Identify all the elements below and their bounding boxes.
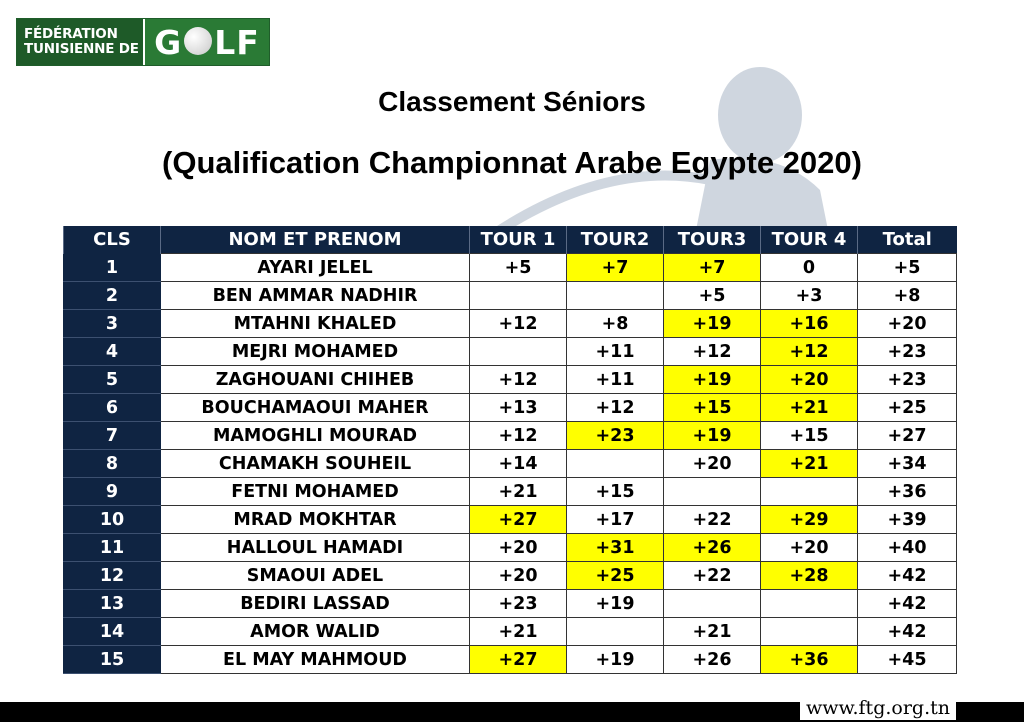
tour1-cell: +12 xyxy=(470,366,567,394)
tour3-cell: +19 xyxy=(664,366,761,394)
rank-cell: 14 xyxy=(64,618,161,646)
table-row xyxy=(64,646,957,674)
tour1-cell: +14 xyxy=(470,450,567,478)
tour2-cell: +8 xyxy=(567,310,664,338)
tour4-cell: +36 xyxy=(761,646,858,674)
table-row xyxy=(64,618,957,646)
page-subtitle: (Qualification Championnat Arabe Egypte 2020) xyxy=(162,145,862,180)
rank-cell: 6 xyxy=(64,394,161,422)
rank-cell: 7 xyxy=(64,422,161,450)
tour2-cell xyxy=(567,450,664,478)
table-row xyxy=(64,254,957,282)
player-name-cell: MTAHNI KHALED xyxy=(161,310,470,338)
tour1-cell xyxy=(470,282,567,310)
rank-cell: 3 xyxy=(64,310,161,338)
total-cell: +23 xyxy=(858,366,957,394)
tour4-cell xyxy=(761,590,858,618)
tour4-cell: +12 xyxy=(761,338,858,366)
tour1-cell: +12 xyxy=(470,422,567,450)
header-tour3: TOUR3 xyxy=(664,226,761,254)
logo-word-end: LF xyxy=(214,22,260,62)
rank-cell: 11 xyxy=(64,534,161,562)
table-row xyxy=(64,394,957,422)
tour1-cell: +20 xyxy=(470,534,567,562)
tour2-cell: +31 xyxy=(567,534,664,562)
tour1-cell: +21 xyxy=(470,618,567,646)
player-name-cell: CHAMAKH SOUHEIL xyxy=(161,450,470,478)
table-row xyxy=(64,506,957,534)
tour4-cell: +20 xyxy=(761,366,858,394)
table-row xyxy=(64,338,957,366)
rank-cell: 1 xyxy=(64,254,161,282)
tour1-cell: +5 xyxy=(470,254,567,282)
tour2-cell xyxy=(567,618,664,646)
table-row xyxy=(64,310,957,338)
player-name-cell: BEN AMMAR NADHIR xyxy=(161,282,470,310)
tour4-cell: +28 xyxy=(761,562,858,590)
golf-ball-icon xyxy=(184,27,212,55)
tour3-cell: +26 xyxy=(664,646,761,674)
player-name-cell: HALLOUL HAMADI xyxy=(161,534,470,562)
tour4-cell: +29 xyxy=(761,506,858,534)
total-cell: +42 xyxy=(858,590,957,618)
total-cell: +39 xyxy=(858,506,957,534)
player-name-cell: AMOR WALID xyxy=(161,618,470,646)
rank-cell: 15 xyxy=(64,646,161,674)
player-name-cell: BEDIRI LASSAD xyxy=(161,590,470,618)
tour2-cell: +7 xyxy=(567,254,664,282)
header-tour2: TOUR2 xyxy=(567,226,664,254)
logo-line-1: FÉDÉRATION xyxy=(24,26,118,42)
player-name-cell: MAMOGHLI MOURAD xyxy=(161,422,470,450)
header-total: Total xyxy=(858,226,957,254)
total-cell: +20 xyxy=(858,310,957,338)
tour1-cell: +20 xyxy=(470,562,567,590)
tour4-cell: +21 xyxy=(761,394,858,422)
rank-cell: 4 xyxy=(64,338,161,366)
table-row xyxy=(64,478,957,506)
rank-cell: 13 xyxy=(64,590,161,618)
tour3-cell: +15 xyxy=(664,394,761,422)
header-tour1: TOUR 1 xyxy=(470,226,567,254)
tour3-cell: +19 xyxy=(664,422,761,450)
total-cell: +36 xyxy=(858,478,957,506)
rank-cell: 9 xyxy=(64,478,161,506)
ftg-logo xyxy=(17,19,269,65)
tour4-cell xyxy=(761,618,858,646)
player-name-cell: BOUCHAMAOUI MAHER xyxy=(161,394,470,422)
tour3-cell: +20 xyxy=(664,450,761,478)
tour3-cell: +7 xyxy=(664,254,761,282)
table-row xyxy=(64,422,957,450)
rank-cell: 10 xyxy=(64,506,161,534)
tour1-cell: +21 xyxy=(470,478,567,506)
total-cell: +45 xyxy=(858,646,957,674)
tour2-cell: +11 xyxy=(567,366,664,394)
header-tour4: TOUR 4 xyxy=(761,226,858,254)
table-row xyxy=(64,366,957,394)
tour4-cell: 0 xyxy=(761,254,858,282)
tour4-cell: +3 xyxy=(761,282,858,310)
logo-word-start: G xyxy=(154,22,183,62)
tour3-cell: +21 xyxy=(664,618,761,646)
rank-cell: 8 xyxy=(64,450,161,478)
tour3-cell: +19 xyxy=(664,310,761,338)
tour3-cell: +26 xyxy=(664,534,761,562)
tour4-cell: +16 xyxy=(761,310,858,338)
tour1-cell: +27 xyxy=(470,646,567,674)
table-row xyxy=(64,282,957,310)
tour2-cell: +23 xyxy=(567,422,664,450)
tour2-cell: +11 xyxy=(567,338,664,366)
tour3-cell xyxy=(664,478,761,506)
tour4-cell: +21 xyxy=(761,450,858,478)
tour2-cell xyxy=(567,282,664,310)
tour1-cell: +23 xyxy=(470,590,567,618)
table-row xyxy=(64,590,957,618)
tour2-cell: +19 xyxy=(567,590,664,618)
header-cls: CLS xyxy=(64,226,161,254)
logo-golf-word xyxy=(143,19,269,65)
table-row xyxy=(64,450,957,478)
player-name-cell: FETNI MOHAMED xyxy=(161,478,470,506)
tour3-cell: +22 xyxy=(664,506,761,534)
tour3-cell: +12 xyxy=(664,338,761,366)
header-name: NOM ET PRENOM xyxy=(161,226,470,254)
tour2-cell: +25 xyxy=(567,562,664,590)
rank-cell: 12 xyxy=(64,562,161,590)
total-cell: +40 xyxy=(858,534,957,562)
tour4-cell: +15 xyxy=(761,422,858,450)
tour2-cell: +17 xyxy=(567,506,664,534)
tour3-cell: +5 xyxy=(664,282,761,310)
player-name-cell: EL MAY MAHMOUD xyxy=(161,646,470,674)
tour2-cell: +12 xyxy=(567,394,664,422)
player-name-cell: ZAGHOUANI CHIHEB xyxy=(161,366,470,394)
player-name-cell: SMAOUI ADEL xyxy=(161,562,470,590)
table-row xyxy=(64,534,957,562)
tour1-cell: +13 xyxy=(470,394,567,422)
tour3-cell: +22 xyxy=(664,562,761,590)
player-name-cell: AYARI JELEL xyxy=(161,254,470,282)
tour3-cell xyxy=(664,590,761,618)
logo-text-block xyxy=(17,19,143,65)
total-cell: +42 xyxy=(858,562,957,590)
tour1-cell xyxy=(470,338,567,366)
logo-line-2: TUNISIENNE DE xyxy=(24,41,139,57)
total-cell: +23 xyxy=(858,338,957,366)
page-title: Classement Séniors xyxy=(378,86,646,117)
tour4-cell xyxy=(761,478,858,506)
tour2-cell: +15 xyxy=(567,478,664,506)
total-cell: +34 xyxy=(858,450,957,478)
tour4-cell: +20 xyxy=(761,534,858,562)
total-cell: +27 xyxy=(858,422,957,450)
total-cell: +42 xyxy=(858,618,957,646)
rank-cell: 5 xyxy=(64,366,161,394)
tour1-cell: +27 xyxy=(470,506,567,534)
total-cell: +8 xyxy=(858,282,957,310)
ranking-table xyxy=(63,226,957,674)
player-name-cell: MRAD MOKHTAR xyxy=(161,506,470,534)
table-header-row xyxy=(64,226,957,254)
total-cell: +5 xyxy=(858,254,957,282)
table-row xyxy=(64,562,957,590)
total-cell: +25 xyxy=(858,394,957,422)
tour2-cell: +19 xyxy=(567,646,664,674)
player-name-cell: MEJRI MOHAMED xyxy=(161,338,470,366)
tour1-cell: +12 xyxy=(470,310,567,338)
footer-url: www.ftg.org.tn xyxy=(800,696,956,720)
rank-cell: 2 xyxy=(64,282,161,310)
